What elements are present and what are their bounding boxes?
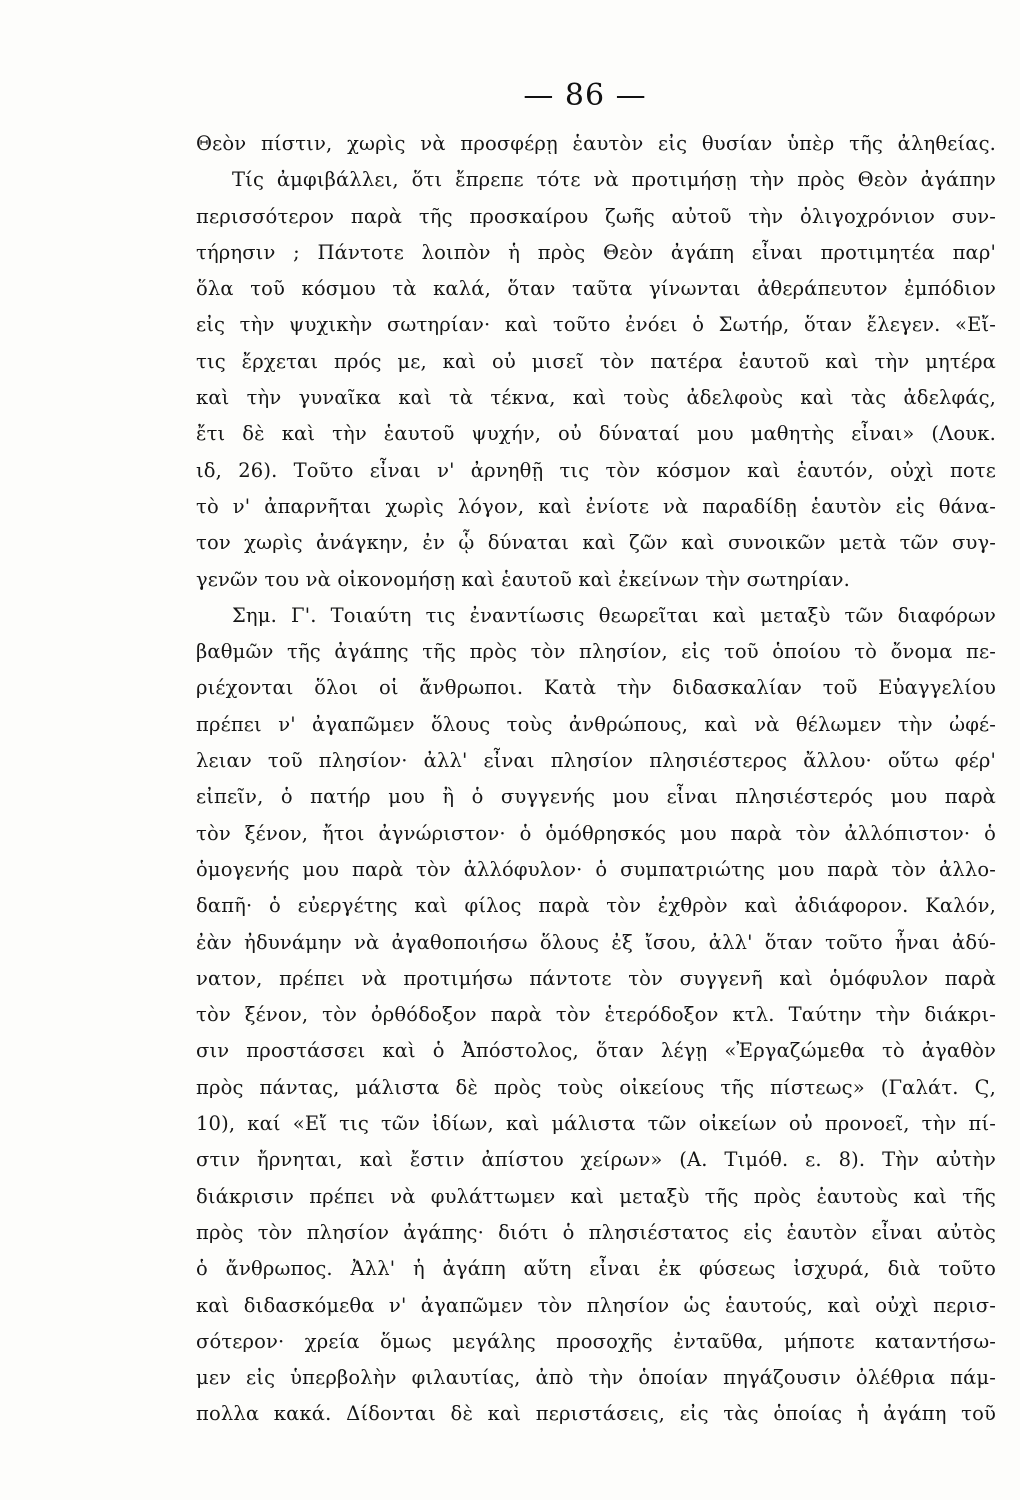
text-line: τὸ ν' ἀπαρνῆται χωρὶς λόγον, καὶ ἐνίοτε νὰ παραδίδῃ ἑαυτὸν εἰς θάνα-	[196, 494, 996, 518]
text-line: 10), καί «Εἴ τις τῶν ἰδίων, καὶ μάλιστα τῶν οἰκείων οὐ προνοεῖ, τὴν πί-	[196, 1112, 996, 1136]
text-line: ἐὰν ἠδυνάμην νὰ ἀγαθοποιήσω ὅλους ἐξ ἴσου, ἀλλ' ὅταν τοῦτο ἦναι ἀδύ-	[196, 930, 996, 954]
text-line: τήρησιν ; Πάντοτε λοιπὸν ἡ πρὸς Θεὸν ἀγάπη εἶναι προτιμητέα παρ'	[196, 240, 996, 264]
text-line: στιν ἤρνηται, καὶ ἔστιν ἀπίστου χείρων» (Α. Τιμόθ. ε. 8). Τὴν αὐτὴν	[196, 1148, 996, 1172]
text-line: βαθμῶν τῆς ἀγάπης τῆς πρὸς τὸν πλησίον, εἰς τοῦ ὁποίου τὸ ὄνομα πε-	[196, 640, 996, 664]
text-line: ριέχονται ὅλοι οἱ ἄνθρωποι. Κατὰ τὴν διδασκαλίαν τοῦ Εὐαγγελίου	[196, 676, 996, 700]
text-line: ιδ, 26). Τοῦτο εἶναι ν' ἀρνηθῇ τις τὸν κόσμον καὶ ἑαυτόν, οὐχὶ ποτε	[196, 458, 996, 482]
text-line: ἔτι δὲ καὶ τὴν ἑαυτοῦ ψυχήν, οὐ δύναταί μου μαθητὴς εἶναι» (Λουκ.	[196, 422, 996, 446]
text-line: περισσότερον παρὰ τῆς προσκαίρου ζωῆς αὐτοῦ τὴν ὀλιγοχρόνιον συν-	[196, 204, 996, 228]
text-line: τὸν ξένον, ἤτοι ἀγνώριστον· ὁ ὁμόθρησκός μου παρὰ τὸν ἀλλόπιστον· ὁ	[196, 821, 996, 845]
text-line: Τίς ἀμφιβάλλει, ὅτι ἔπρεπε τότε νὰ προτιμήσῃ τὴν πρὸς Θεὸν ἀγάπην	[232, 168, 996, 192]
body-text	[196, 126, 996, 1433]
text-line: Σημ. Γ'. Τοιαύτη τις ἐναντίωσις θεωρεῖται καὶ μεταξὺ τῶν διαφόρων	[232, 603, 996, 627]
text-line: δαπῆ· ὁ εὐεργέτης καὶ φίλος παρὰ τὸν ἐχθρὸν καὶ ἀδιάφορον. Καλόν,	[196, 894, 996, 918]
text-line: μεν εἰς ὑπερβολὴν φιλαυτίας, ἀπὸ τὴν ὁποίαν πηγάζουσιν ὀλέθρια πάμ-	[196, 1366, 996, 1390]
text-line: τὸν ξένον, τὸν ὀρθόδοξον παρὰ τὸν ἑτερόδοξον κτλ. Ταύτην τὴν διάκρι-	[196, 1003, 996, 1027]
text-line: πρὸς τὸν πλησίον ἀγάπης· διότι ὁ πλησιέστατος εἰς ἑαυτὸν εἶναι αὐτὸς	[196, 1220, 996, 1244]
text-line: ὅλα τοῦ κόσμου τὰ καλά, ὅταν ταῦτα γίνωνται ἀθεράπευτον ἐμπόδιον	[196, 277, 996, 301]
text-line: λειαν τοῦ πλησίον· ἀλλ' εἶναι πλησίον πλησιέστερος ἄλλου· οὕτω φέρ'	[196, 749, 996, 773]
text-line: σιν προστάσσει καὶ ὁ Ἀπόστολος, ὅταν λέγῃ «Ἐργαζώμεθα τὸ ἀγαθὸν	[196, 1039, 996, 1063]
page-number: — 86 —	[523, 78, 647, 113]
text-line: πολλα κακά. Δίδονται δὲ καὶ περιστάσεις, εἰς τὰς ὁποίας ἡ ἀγάπη τοῦ	[196, 1402, 996, 1426]
text-line: καὶ διδασκόμεθα ν' ἀγαπῶμεν τὸν πλησίον ὡς ἑαυτούς, καὶ οὐχὶ περισ-	[196, 1293, 996, 1317]
text-line: γενῶν του νὰ οἰκονομήσῃ καὶ ἑαυτοῦ καὶ ἐκείνων τὴν σωτηρίαν.	[196, 567, 851, 591]
text-line: ὁ ἄνθρωπος. Ἀλλ' ἡ ἀγάπη αὕτη εἶναι ἐκ φύσεως ἰσχυρά, διὰ τοῦτο	[196, 1257, 996, 1281]
text-line: διάκρισιν πρέπει νὰ φυλάττωμεν καὶ μεταξὺ τῆς πρὸς ἑαυτοὺς καὶ τῆς	[196, 1184, 996, 1208]
text-line: νατον, πρέπει νὰ προτιμήσω πάντοτε τὸν συγγενῆ καὶ ὁμόφυλον παρὰ	[196, 966, 996, 990]
text-line: σότερον· χρεία ὅμως μεγάλης προσοχῆς ἐνταῦθα, μήποτε καταντήσω-	[196, 1329, 996, 1353]
text-line: πρέπει ν' ἀγαπῶμεν ὅλους τοὺς ἀνθρώπους, καὶ νὰ θέλωμεν τὴν ὠφέ-	[196, 712, 996, 736]
text-line: Θεὸν πίστιν, χωρὶς νὰ προσφέρῃ ἑαυτὸν εἰς θυσίαν ὑπὲρ τῆς ἀληθείας.	[196, 132, 996, 155]
text-line: τις ἔρχεται πρός με, καὶ οὐ μισεῖ τὸν πατέρα ἑαυτοῦ καὶ τὴν μητέρα	[196, 349, 996, 373]
text-line: τον χωρὶς ἀνάγκην, ἐν ᾧ δύναται καὶ ζῶν καὶ συνοικῶν μετὰ τῶν συγ-	[196, 531, 996, 555]
text-line: εἰπεῖν, ὁ πατήρ μου ἢ ὁ συγγενής μου εἶναι πλησιέστερός μου παρὰ	[196, 785, 996, 809]
text-line: εἰς τὴν ψυχικὴν σωτηρίαν· καὶ τοῦτο ἐνόει ὁ Σωτήρ, ὅταν ἔλεγεν. «Εἴ-	[196, 313, 996, 337]
text-line: καὶ τὴν γυναῖκα καὶ τὰ τέκνα, καὶ τοὺς ἀδελφοὺς καὶ τὰς ἀδελφάς,	[196, 386, 996, 410]
text-line: ὁμογενής μου παρὰ τὸν ἀλλόφυλον· ὁ συμπατριώτης μου παρὰ τὸν ἀλλο-	[196, 857, 996, 881]
text-line: πρὸς πάντας, μάλιστα δὲ πρὸς τοὺς οἰκείους τῆς πίστεως» (Γαλάτ. Ϛ,	[196, 1075, 996, 1099]
